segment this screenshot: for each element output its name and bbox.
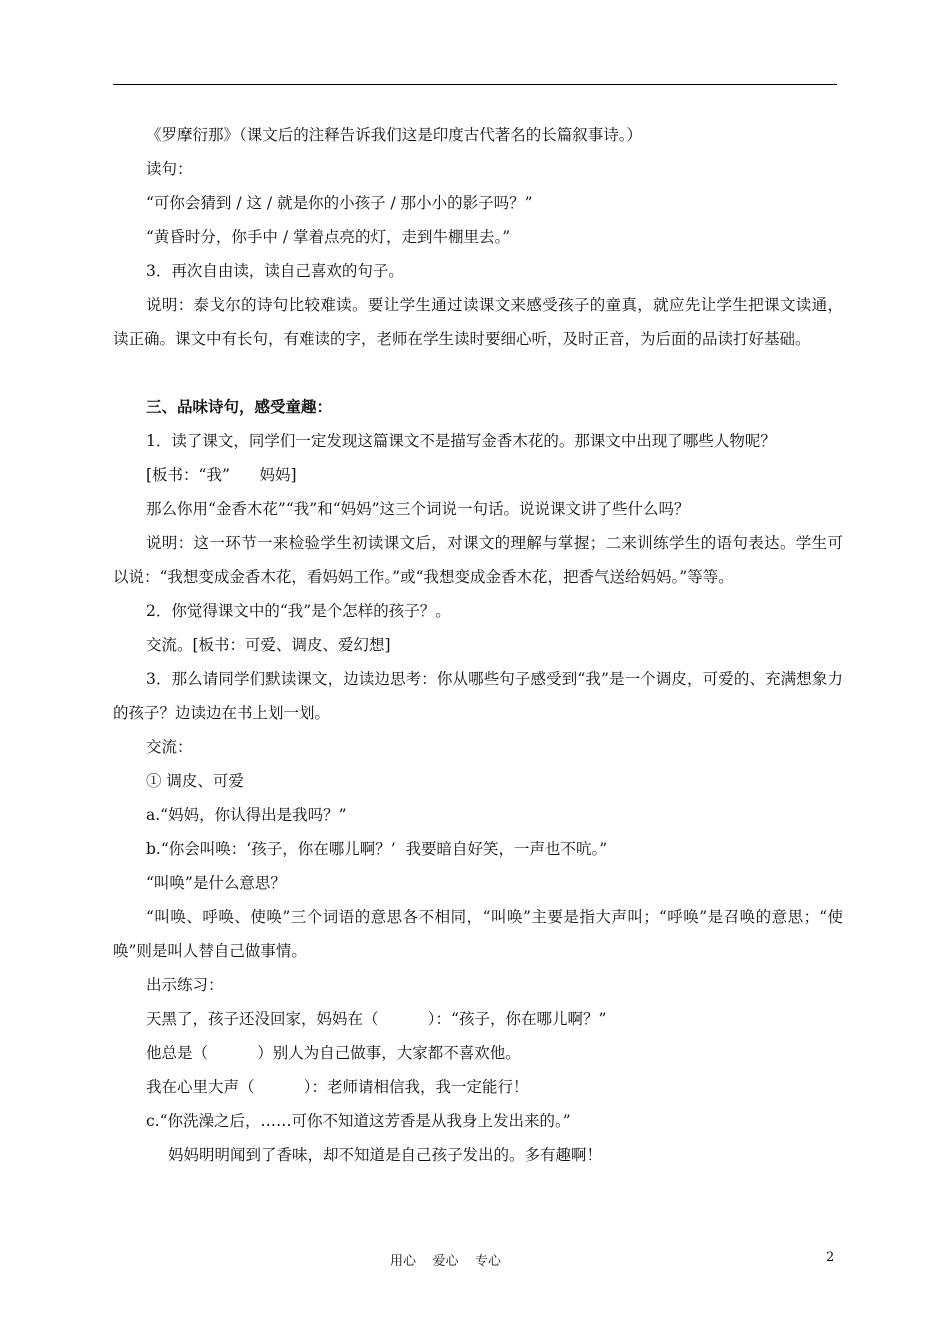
text-line: 2．你觉得课文中的“我”是个怎样的孩子？。	[146, 602, 451, 620]
footer-motto: 用心 爱心 专心	[390, 1254, 502, 1269]
text-line: 3．再次自由读，读自己喜欢的句子。	[146, 262, 404, 280]
exercise-line: 天黑了，孩子还没回家，妈妈在（ ）：“孩子，你在哪儿啊？”	[146, 1010, 607, 1028]
text-line: 交流。[板书：可爱、调皮、爱幻想]	[146, 636, 391, 654]
text-paragraph: “叫唤、呼唤、使唤”三个词语的意思各不相同，“叫唤”主要是指大声叫；“呼唤”是召唤的意思；“使唤”则是叫人替自己做事情。	[113, 908, 843, 960]
text-line: 那么你用“金香木花”“我”和“妈妈”这三个词说一句话。说说课文讲了些什么吗？	[146, 500, 690, 518]
section-heading: 三、品味诗句，感受童趣：	[146, 397, 333, 416]
text-line: 《罗摩衍那》（课文后的注释告诉我们这是印度古代著名的长篇叙事诗。）	[146, 126, 643, 144]
text-line: “叫唤”是什么意思？	[146, 874, 286, 892]
text-line: “黄昏时分，你手中 / 掌着点亮的灯，走到牛棚里去。”	[146, 228, 511, 246]
page-number: 2	[826, 1250, 835, 1265]
spacer	[113, 356, 843, 390]
document-body	[113, 118, 843, 1172]
exercise-line: 他总是（ ）别人为自己做事，大家都不喜欢他。	[146, 1044, 521, 1062]
text-line: b.“你会叫唤：‘孩子，你在哪儿啊？’ 我要暗自好笑，一声也不吭。”	[146, 840, 608, 858]
text-paragraph: 说明：这一环节一来检验学生初读课文后，对课文的理解与掌握；二来训练学生的语句表达。学生可以说：“我想变成金香木花，看妈妈工作。”或“我想变成金香木花，把香气送给妈妈。”等等。	[113, 534, 843, 586]
text-paragraph: 3．那么请同学们默读课文，边读边思考：你从哪些句子感受到“我”是一个调皮，可爱的、充满想象力的孩子？边读边在书上划一划。	[113, 670, 843, 722]
text-line: [板书：“我” 妈妈]	[146, 466, 297, 484]
text-line: c.“你洗澡之后，……可你不知道这芳香是从我身上发出来的。”	[146, 1112, 571, 1130]
text-line: a.“妈妈，你认得出是我吗？”	[146, 806, 347, 824]
text-line: ① 调皮、可爱	[146, 772, 244, 790]
header-rule	[113, 84, 837, 85]
text-paragraph: 说明：泰戈尔的诗句比较难读。要让学生通过读课文来感受孩子的童真，就应先让学生把课文读通，读正确。课文中有长句，有难读的字，老师在学生读时要细心听，及时正音，为后面的品读打好基础。	[113, 296, 843, 348]
text-line: 交流：	[146, 738, 193, 756]
text-line: 读句：	[146, 160, 193, 178]
exercise-line: 我在心里大声（ ）：老师请相信我，我一定能行！	[146, 1078, 529, 1096]
text-line: 出示练习：	[146, 976, 224, 994]
text-line: “可你会猜到 / 这 / 就是你的小孩子 / 那小小的影子吗？”	[146, 194, 533, 212]
text-line: 妈妈明明闻到了香味，却不知道是自己孩子发出的。多有趣啊！	[168, 1146, 603, 1164]
text-line: 1．读了课文，同学们一定发现这篇课文不是描写金香木花的。那课文中出现了哪些人物呢？	[146, 432, 776, 450]
